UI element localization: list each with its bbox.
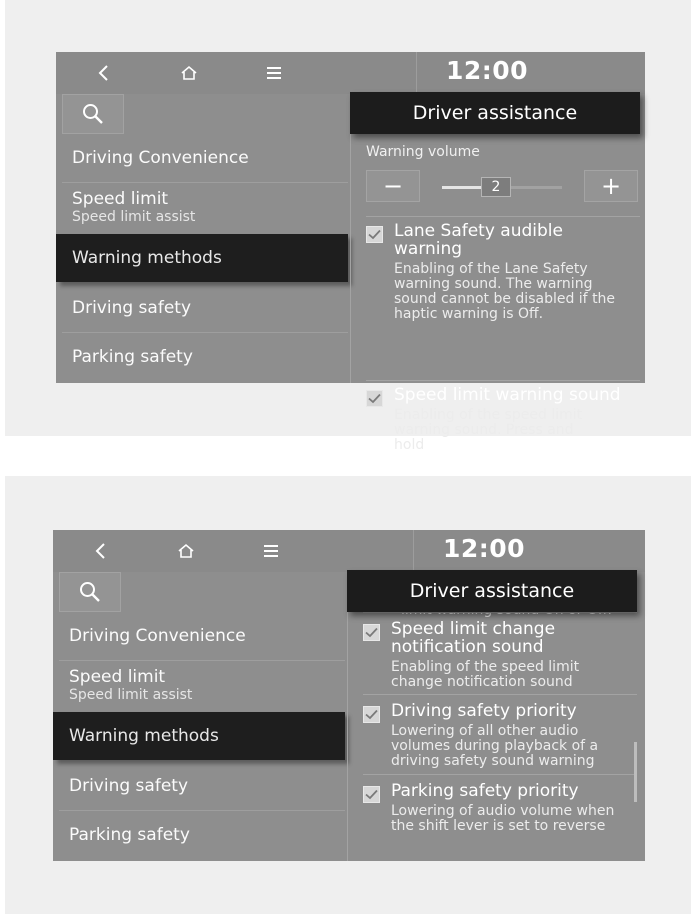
page-title: Driver assistance	[412, 102, 578, 124]
menu-item-driving-convenience[interactable]	[56, 148, 348, 168]
menu-item-label: Driving Convenience	[72, 148, 249, 168]
menu-divider	[59, 660, 345, 661]
back-icon	[97, 64, 111, 82]
checkmark-icon	[368, 229, 381, 240]
menu-divider	[62, 332, 348, 333]
warning-volume-label: Warning volume	[366, 144, 480, 160]
checkbox[interactable]	[366, 390, 383, 407]
checkbox[interactable]	[366, 226, 383, 243]
pane-divider	[347, 572, 348, 861]
home-icon	[180, 65, 198, 81]
option-divider	[363, 774, 637, 775]
menu-button[interactable]	[251, 536, 291, 566]
page-title: Driver assistance	[409, 580, 575, 602]
menu-item-speed-limit[interactable]	[56, 189, 348, 225]
menu-divider	[59, 810, 345, 811]
option-title: Speed limit change notification sound	[391, 619, 556, 657]
menu-item-label: Driving Convenience	[69, 626, 246, 646]
menu-item-driving-safety[interactable]	[53, 776, 345, 796]
display-screen	[56, 52, 645, 453]
option-divider	[363, 612, 637, 613]
option-title: Lane Safety audible warning	[394, 221, 563, 259]
checkbox[interactable]	[363, 624, 380, 641]
menu-item-sublabel: Speed limit assist	[69, 687, 193, 703]
back-button[interactable]	[81, 536, 121, 566]
home-button[interactable]	[166, 536, 206, 566]
top-bar	[56, 52, 645, 94]
menu-item-parking-safety[interactable]	[53, 825, 345, 845]
screenshot-panel-2	[5, 476, 691, 914]
back-button[interactable]	[84, 58, 124, 88]
option-description: Enabling of the speed limit warning sound. Press and hold	[394, 407, 583, 453]
topbar-divider	[416, 52, 417, 94]
screenshot-panel-1	[5, 0, 691, 453]
menu-divider	[62, 182, 348, 183]
option-description: Enabling of the Lane Safety warning sound. The warning sound cannot be disabled if the haptic warning is Off.	[394, 261, 616, 322]
option-title: Driving safety priority	[391, 701, 577, 721]
checkbox[interactable]	[363, 786, 380, 803]
menu-item-label: Driving safety	[69, 776, 188, 796]
checkmark-icon	[365, 709, 378, 720]
clock: 12:00	[446, 56, 529, 85]
option-divider	[366, 380, 640, 381]
volume-increase-button[interactable]	[584, 170, 638, 202]
option-divider	[363, 694, 637, 695]
menu-item-parking-safety[interactable]	[56, 347, 348, 367]
menu-item-label: Parking safety	[69, 825, 190, 845]
topbar-divider	[413, 530, 414, 572]
menu-item-driving-safety[interactable]	[56, 298, 348, 318]
page-title-bar	[350, 92, 640, 134]
home-icon	[177, 543, 195, 559]
menu-button[interactable]	[254, 58, 294, 88]
menu-item-label: Parking safety	[72, 347, 193, 367]
menu-item-label: Speed limit	[72, 189, 169, 209]
option-description: Lowering of all other audio volumes during playback of a driving safety sound warning	[391, 723, 599, 769]
option-description: Lowering of audio volume when the shift lever is set to reverse	[391, 803, 615, 834]
option-description: Enabling of the speed limit change notification sound	[391, 659, 580, 690]
option-title: Speed limit warning sound	[394, 385, 621, 405]
scrollbar[interactable]	[634, 742, 637, 802]
menu-item-sublabel: Speed limit assist	[72, 209, 196, 225]
option-lane-safety-audible-warning[interactable]	[356, 222, 630, 386]
menu-item-label: Driving safety	[72, 298, 191, 318]
checkbox[interactable]	[363, 706, 380, 723]
home-button[interactable]	[169, 58, 209, 88]
display-screen	[53, 530, 645, 861]
option-title: Parking safety priority	[391, 781, 579, 801]
menu-item-label: Warning methods	[69, 726, 219, 746]
volume-decrease-button[interactable]	[366, 170, 420, 202]
page-title-bar	[347, 570, 637, 612]
volume-slider-thumb[interactable]: 2	[481, 177, 511, 197]
option-divider	[366, 216, 640, 217]
search-button[interactable]	[62, 94, 124, 134]
back-icon	[94, 542, 108, 560]
checkmark-icon	[365, 627, 378, 638]
menu-item-warning-methods[interactable]	[53, 712, 345, 760]
menu-icon	[266, 66, 282, 80]
plus-icon: +	[600, 172, 622, 200]
checkmark-icon	[365, 789, 378, 800]
menu-item-speed-limit[interactable]	[53, 667, 345, 703]
search-icon	[78, 580, 102, 604]
menu-icon	[263, 544, 279, 558]
menu-item-warning-methods[interactable]	[56, 234, 348, 282]
pane-divider	[350, 94, 351, 383]
menu-item-label: Speed limit	[69, 667, 166, 687]
checkmark-icon	[368, 393, 381, 404]
volume-slider[interactable]	[442, 179, 562, 195]
top-bar	[53, 530, 645, 572]
menu-item-driving-convenience[interactable]	[53, 626, 345, 646]
search-button[interactable]	[59, 572, 121, 612]
menu-item-label: Warning methods	[72, 248, 222, 268]
minus-icon: −	[382, 172, 404, 200]
search-icon	[81, 102, 105, 126]
clock: 12:00	[443, 534, 526, 563]
